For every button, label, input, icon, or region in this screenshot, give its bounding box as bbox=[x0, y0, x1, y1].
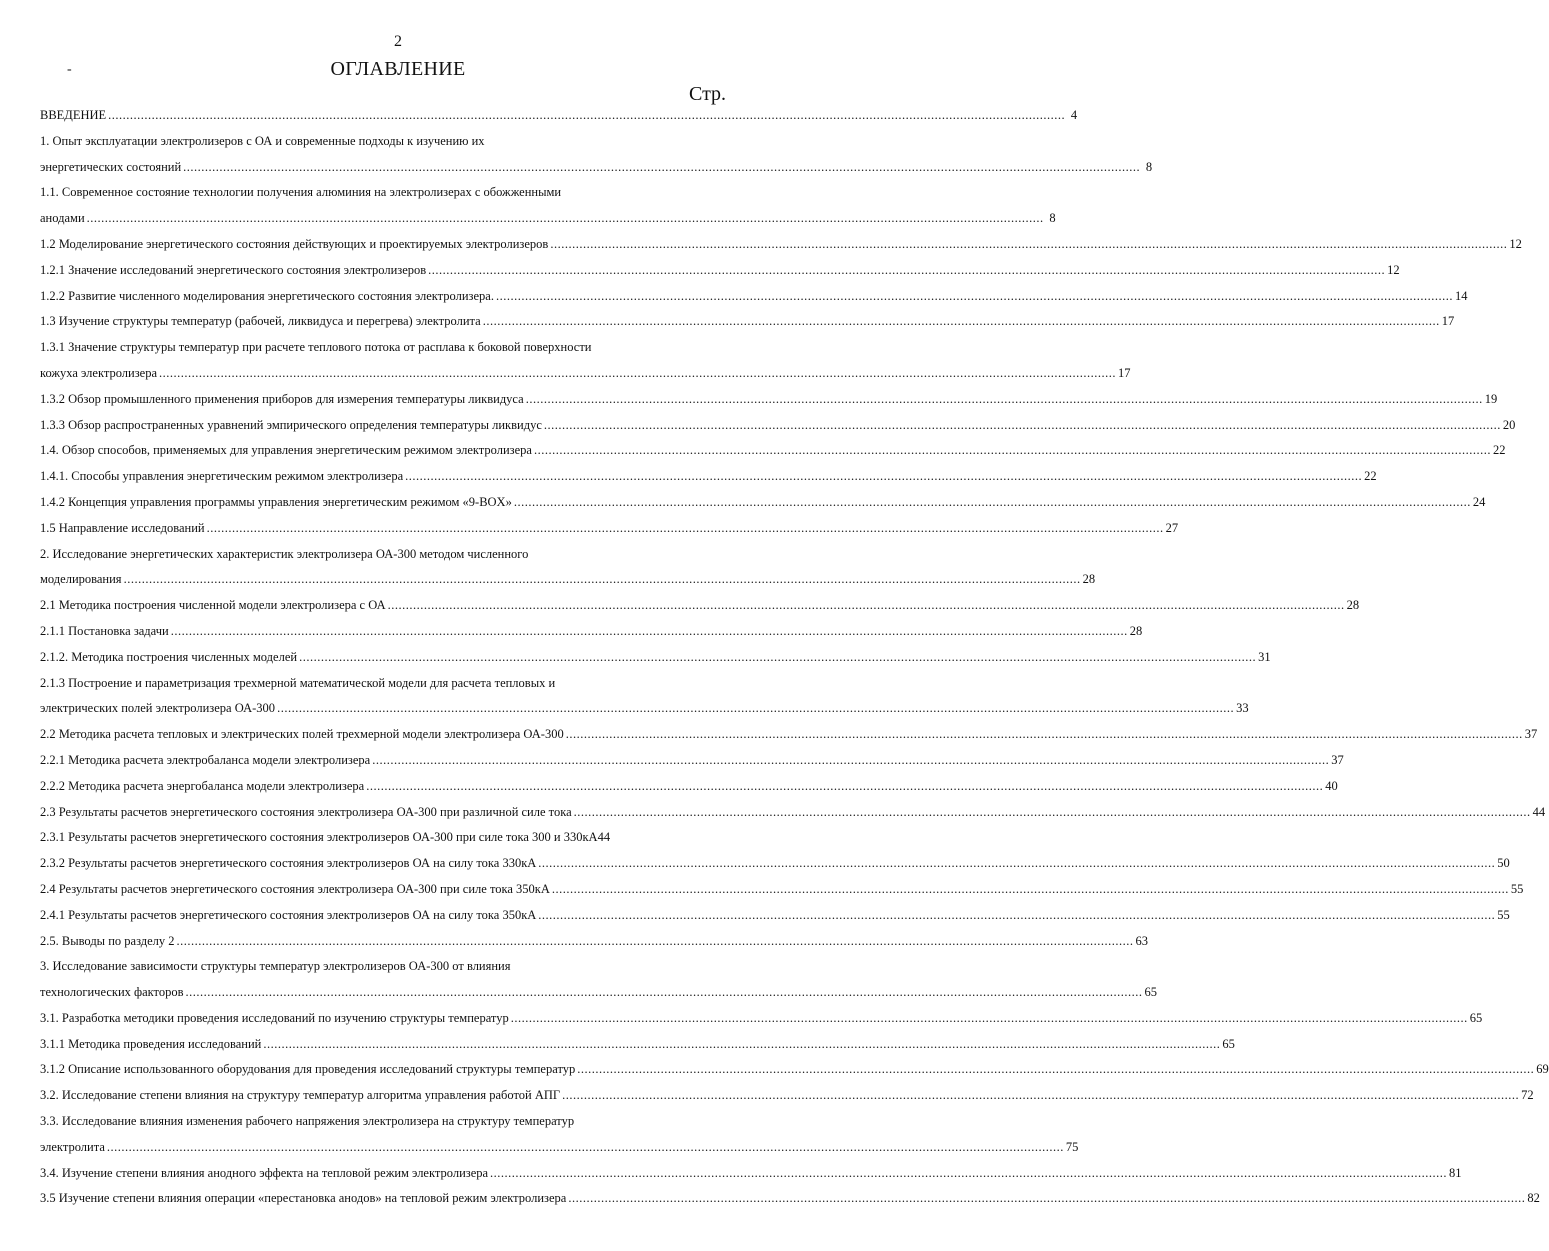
toc-entry-title: 3.5 Изучение степени влияния операции «перестановка анодов» на тепловой режим электролизера bbox=[40, 1191, 567, 1206]
toc-entry-page: 65 bbox=[1144, 985, 1158, 1000]
toc-entry-page: 69 bbox=[1536, 1062, 1549, 1077]
toc-entry-title: 3.1.2 Описание использованного оборудования для проведения исследований структуры температур bbox=[40, 1062, 576, 1077]
toc-entry-page: 50 bbox=[1497, 856, 1510, 871]
toc-entry-page: 28 bbox=[1129, 623, 1143, 638]
toc-entry-page: 44 bbox=[597, 830, 611, 845]
toc-entry bbox=[40, 335, 1131, 387]
toc-entry-title: ВВЕДЕНИЕ bbox=[40, 108, 107, 122]
toc-entry-title: 2.1.1 Постановка задачи bbox=[40, 623, 169, 638]
toc-entry-title: 3.1. Разработка методики проведения исследований по изучению структуры температур bbox=[40, 1010, 509, 1025]
dot-leader bbox=[574, 800, 1531, 826]
toc-entry-title: 1.1. Современное состояние технологии получения алюминия на электролизерах с обожженными bbox=[40, 185, 562, 200]
dot-leader bbox=[538, 851, 1495, 877]
toc-entry-title: 2.2.2 Методика расчета энергобаланса модели электролизера bbox=[40, 778, 365, 793]
toc-entry bbox=[40, 748, 1344, 774]
toc-entry bbox=[40, 180, 1056, 232]
toc-entry-title: 2.5. Выводы по разделу 2 bbox=[40, 933, 175, 948]
toc-entry bbox=[40, 851, 1510, 877]
toc-entry bbox=[40, 387, 1498, 413]
toc-entry-title-continued: кожуха электролизера bbox=[40, 365, 158, 380]
table-of-contents bbox=[40, 103, 1549, 1212]
margin-mark: - bbox=[67, 62, 72, 77]
toc-entry-title: 2.4.1 Результаты расчетов энергетического состояния электролизеров ОА на силу тока 350кА bbox=[40, 907, 537, 922]
toc-entry bbox=[40, 929, 1149, 955]
toc-entry bbox=[40, 129, 1153, 181]
toc-entry-page: 17 bbox=[1118, 365, 1131, 380]
toc-entry-page: 17 bbox=[1441, 314, 1455, 329]
toc-entry-title: 2. Исследование энергетических характеристик электролизера ОА-300 методом численного bbox=[40, 546, 529, 561]
dot-leader bbox=[566, 722, 1523, 748]
toc-entry-page: 24 bbox=[1472, 494, 1486, 509]
dot-leader bbox=[277, 696, 1234, 722]
toc-entry bbox=[40, 722, 1538, 748]
toc-entry-page: 27 bbox=[1165, 520, 1179, 535]
toc-entry-title-continued: электрических полей электролизера ОА-300 bbox=[40, 701, 276, 716]
dot-leader bbox=[366, 774, 1323, 800]
toc-entry-title: 1.2.2 Развитие численного моделирования энергетического состояния электролизера. bbox=[40, 288, 494, 303]
page-column-label: Стр. bbox=[689, 83, 727, 105]
toc-entry-page: 37 bbox=[1524, 727, 1538, 742]
dot-leader bbox=[552, 877, 1509, 903]
toc-entry-title: 3.4. Изучение степени влияния анодного эффекта на тепловой режим электролизера bbox=[40, 1165, 489, 1180]
toc-entry-page: 81 bbox=[1449, 1165, 1462, 1180]
toc-entry-title: 1.4. Обзор способов, применяемых для управления энергетическим режимом электролизера bbox=[40, 443, 532, 458]
toc-entry bbox=[40, 1186, 1540, 1212]
dot-leader bbox=[177, 929, 1134, 955]
toc-entry-title: 1.5 Направление исследований bbox=[40, 520, 205, 535]
toc-entry-title: 2.4 Результаты расчетов энергетического состояния электролизера ОА-300 при силе тока 350кА bbox=[40, 881, 550, 896]
toc-entry-page: 8 bbox=[1145, 159, 1153, 174]
toc-entry bbox=[40, 1006, 1483, 1032]
toc-entry-title-continued: технологических факторов bbox=[40, 985, 184, 1000]
toc-entry bbox=[40, 774, 1338, 800]
toc-entry-page: 40 bbox=[1325, 778, 1338, 793]
dot-leader bbox=[514, 490, 1471, 516]
toc-entry bbox=[40, 645, 1271, 671]
toc-entry bbox=[40, 1083, 1534, 1109]
toc-entry bbox=[40, 516, 1179, 542]
dot-leader bbox=[428, 258, 1385, 284]
toc-entry bbox=[40, 1032, 1235, 1058]
toc-entry-title: 1.3.2 Обзор промышленного применения приборов для измерения температуры ликвидуса bbox=[40, 391, 524, 406]
dot-leader bbox=[577, 1057, 1534, 1083]
toc-entry-page: 12 bbox=[1387, 262, 1400, 277]
page-number: 2 bbox=[394, 33, 402, 50]
toc-entry-title: 1.4.1. Способы управления энергетическим режимом электролизера bbox=[40, 469, 404, 484]
toc-entry-page: 65 bbox=[1222, 1036, 1235, 1051]
toc-entry bbox=[40, 593, 1360, 619]
toc-entry-page: 72 bbox=[1521, 1088, 1534, 1103]
toc-entry bbox=[40, 1057, 1549, 1083]
toc-entry bbox=[40, 877, 1524, 903]
dot-leader bbox=[87, 206, 1044, 232]
toc-entry bbox=[40, 103, 1078, 129]
toc-entry-title: 1.3.1 Значение структуры температур при расчете теплового потока от расплава к боковой поверхности bbox=[40, 340, 592, 355]
toc-entry-title: 1. Опыт эксплуатации электролизеров с ОА и современные подходы к изучению их bbox=[40, 133, 485, 148]
toc-entry-page: 22 bbox=[1492, 443, 1506, 458]
toc-entry-title: 1.3 Изучение структуры температур (рабочей, ликвидуса и перегрева) электролита bbox=[40, 314, 481, 329]
toc-entry-title: 3.2. Исследование степени влияния на структуру температур алгоритма управления работой АПГ bbox=[40, 1088, 561, 1103]
toc-entry bbox=[40, 464, 1377, 490]
toc-entry bbox=[40, 490, 1486, 516]
toc-entry bbox=[40, 413, 1516, 439]
toc-entry-page: 28 bbox=[1082, 572, 1096, 587]
toc-entry-title-continued: моделирования bbox=[40, 572, 122, 587]
toc-entry bbox=[40, 1109, 1079, 1161]
toc-entry bbox=[40, 825, 686, 851]
toc-entry-page: 14 bbox=[1454, 288, 1468, 303]
toc-entry-page: 31 bbox=[1258, 649, 1271, 664]
toc-entry-page: 20 bbox=[1502, 417, 1516, 432]
toc-entry bbox=[40, 671, 1249, 723]
toc-entry bbox=[40, 542, 1096, 594]
dot-leader bbox=[534, 438, 1491, 464]
toc-entry bbox=[40, 232, 1522, 258]
toc-entry-title: 3.1.1 Методика проведения исследований bbox=[40, 1036, 262, 1051]
dot-leader bbox=[388, 593, 1345, 619]
dot-leader bbox=[183, 155, 1140, 181]
toc-entry-title: 2.2.1 Методика расчета электробаланса модели электролизера bbox=[40, 752, 371, 767]
toc-entry bbox=[40, 800, 1546, 826]
toc-entry-page: 12 bbox=[1509, 236, 1522, 251]
dot-leader bbox=[405, 464, 1362, 490]
toc-entry-title: 3.3. Исследование влияния изменения рабочего напряжения электролизера на структуру температур bbox=[40, 1114, 575, 1129]
toc-entry-page: 8 bbox=[1049, 211, 1056, 226]
dot-leader bbox=[107, 1135, 1064, 1161]
toc-entry-page: 44 bbox=[1532, 804, 1546, 819]
toc-entry bbox=[40, 903, 1510, 929]
dot-leader bbox=[124, 567, 1081, 593]
toc-entry bbox=[40, 954, 1158, 1006]
toc-entry-page: 37 bbox=[1331, 752, 1344, 767]
toc-entry-title: 1.4.2 Концепция управления программы управления энергетическим режимом «9-BOX» bbox=[40, 494, 512, 509]
toc-entry-page: 63 bbox=[1135, 933, 1149, 948]
toc-entry-page: 55 bbox=[1510, 881, 1524, 896]
toc-entry-page: 82 bbox=[1527, 1191, 1540, 1206]
dot-leader bbox=[496, 284, 1453, 310]
dot-leader bbox=[159, 361, 1116, 387]
dot-leader bbox=[490, 1161, 1447, 1187]
dot-leader bbox=[372, 748, 1329, 774]
toc-entry-title: 3. Исследование зависимости структуры температур электролизеров ОА-300 от влияния bbox=[40, 959, 511, 974]
toc-entry-page: 65 bbox=[1469, 1010, 1483, 1025]
dot-leader bbox=[568, 1186, 1525, 1212]
toc-entry-title-continued: электролита bbox=[40, 1139, 105, 1154]
dot-leader bbox=[299, 645, 1256, 671]
page-title: ОГЛАВЛЕНИЕ bbox=[330, 58, 466, 80]
toc-entry-title: 1.3.3 Обзор распространенных уравнений эмпирического определения температуры ликвидус bbox=[40, 417, 542, 432]
toc-entry-page: 33 bbox=[1236, 701, 1249, 716]
toc-entry-title: 2.3.2 Результаты расчетов энергетического состояния электролизеров ОА на силу тока 330кА bbox=[40, 856, 537, 871]
dot-leader bbox=[538, 903, 1495, 929]
toc-entry-title: 2.3.1 Результаты расчетов энергетического состояния электролизеров ОА-300 при силе тока 300 и 330кА bbox=[40, 830, 598, 845]
toc-entry-title-continued: анодами bbox=[40, 211, 85, 226]
dot-leader bbox=[544, 413, 1501, 439]
toc-entry-title-continued: энергетических состояний bbox=[40, 159, 182, 174]
dot-leader bbox=[186, 980, 1143, 1006]
dot-leader bbox=[171, 619, 1128, 645]
toc-entry-title: 1.2 Моделирование энергетического состояния действующих и проектируемых электролизеров bbox=[40, 236, 549, 251]
toc-entry-title: 2.3 Результаты расчетов энергетического состояния электролизера ОА-300 при различной силе тока bbox=[40, 804, 572, 819]
dot-leader bbox=[562, 1083, 1519, 1109]
toc-entry bbox=[40, 1161, 1462, 1187]
toc-entry-title: 2.2 Методика расчета тепловых и электрических полей трехмерной модели электролизера ОА-300 bbox=[40, 727, 564, 742]
toc-entry bbox=[40, 284, 1468, 310]
toc-entry-title: 2.1.3 Построение и параметризация трехмерной математической модели для расчета тепловых и bbox=[40, 675, 556, 690]
toc-entry-page: 22 bbox=[1364, 469, 1377, 484]
toc-entry bbox=[40, 438, 1506, 464]
toc-entry bbox=[40, 258, 1400, 284]
toc-entry-page: 75 bbox=[1065, 1139, 1079, 1154]
toc-entry-page: 19 bbox=[1484, 391, 1498, 406]
toc-entry bbox=[40, 619, 1143, 645]
dot-leader bbox=[483, 309, 1440, 335]
dot-leader bbox=[207, 516, 1164, 542]
toc-entry-page: 28 bbox=[1346, 598, 1360, 613]
dot-leader bbox=[550, 232, 1507, 258]
toc-entry bbox=[40, 309, 1455, 335]
toc-entry-page: 55 bbox=[1497, 907, 1510, 922]
dot-leader bbox=[108, 103, 1065, 129]
dot-leader bbox=[263, 1032, 1220, 1058]
dot-leader bbox=[526, 387, 1483, 413]
toc-entry-page: 4 bbox=[1070, 108, 1078, 122]
toc-entry-title: 2.1 Методика построения численной модели электролизера с ОА bbox=[40, 598, 386, 613]
toc-entry-title: 2.1.2. Методика построения численных моделей bbox=[40, 649, 298, 664]
dot-leader bbox=[511, 1006, 1468, 1032]
toc-entry-title: 1.2.1 Значение исследований энергетического состояния электролизеров bbox=[40, 262, 427, 277]
